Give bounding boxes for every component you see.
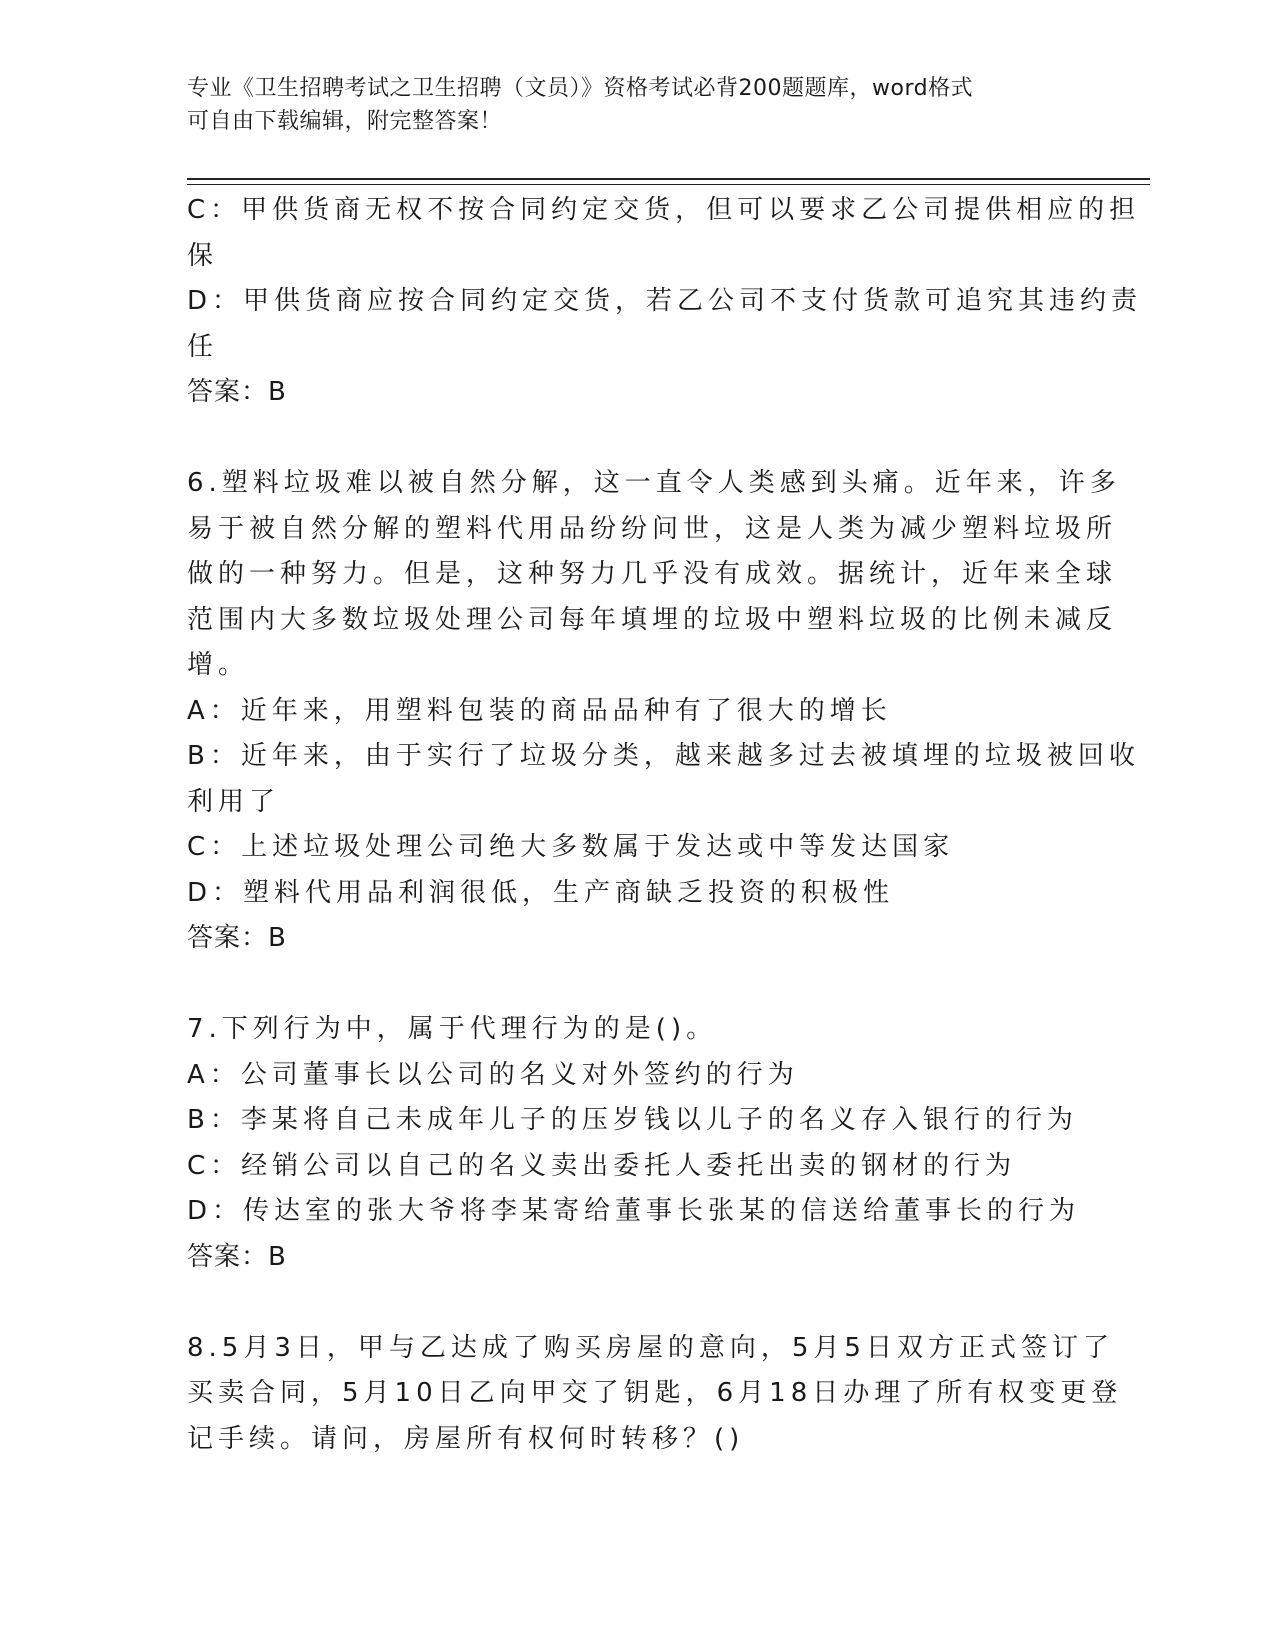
option-c-line-1: C：甲供货商无权不按合同约定交货，但可以要求乙公司提供相应的担 [187,195,1141,225]
question-stem-line-4: 范围内大多数垃圾处理公司每年填埋的垃圾中塑料垃圾的比例未减反 [187,604,1118,635]
answer-line: 答案：B [187,1241,287,1272]
question-6 [187,461,1140,962]
question-8 [187,1326,1123,1463]
option-d: D：塑料代用品利润很低，生产商缺乏投资的积极性 [187,877,895,908]
option-d-line-2: 任 [187,331,219,362]
option-c: C：经销公司以自己的名义卖出委托人委托出卖的钢材的行为 [187,1150,1017,1181]
option-c: C：上述垃圾处理公司绝大多数属于发达或中等发达国家 [187,832,955,862]
question-stem-line-5: 增。 [187,650,250,680]
question-5-continued [187,188,1143,416]
question-stem-line-3: 记手续。请问，房屋所有权何时转移？() [187,1423,745,1454]
option-d: D：传达室的张大爷将李某寄给董事长张某的信送给董事长的行为 [187,1196,1081,1226]
option-d-line-1: D：甲供货商应按合同约定交货，若乙公司不支付货款可追究其违约责 [187,286,1143,316]
question-stem-line-1: 6.塑料垃圾难以被自然分解，这一直令人类感到头痛。近年来，许多 [187,468,1121,498]
option-c-line-2: 保 [187,240,219,271]
header-divider-thick [187,178,1150,180]
question-stem: 7.下列行为中，属于代理行为的是()。 [187,1014,718,1044]
document-header [187,72,1087,138]
header-title-line-2: 可自由下载编辑，附完整答案！ [187,109,503,134]
spacer [187,416,1087,462]
question-7 [187,1007,1087,1280]
option-b: B：李某将自己未成年儿子的压岁钱以儿子的名义存入银行的行为 [187,1105,1078,1135]
spacer [187,962,1087,1008]
spacer [187,1280,1087,1326]
answer-line: 答案：B [187,923,287,953]
question-stem-line-1: 8.5月3日，甲与乙达成了购买房屋的意向，5月5日双方正式签订了 [187,1332,1114,1363]
header-title-line-1: 专业《卫生招聘考试之卫生招聘（文员）》资格考试必背200题题库，word格式 [187,76,974,101]
option-b-line-2: 利用了 [187,786,281,817]
header-divider-thin [187,184,1150,185]
option-b-line-1: B：近年来，由于实行了垃圾分类，越来越多过去被填埋的垃圾被回收 [187,741,1140,771]
option-a: A：近年来，用塑料包装的商品品种有了很大的增长 [187,695,892,726]
question-stem-line-3: 做的一种努力。但是，这种努力几乎没有成效。据统计，近年来全球 [187,559,1118,589]
document-body [187,188,1143,1462]
question-stem-line-2: 买卖合同，5月10日乙向甲交了钥匙，6月18日办理了所有权变更登 [187,1378,1123,1408]
question-stem-line-2: 易于被自然分解的塑料代用品纷纷问世，这是人类为减少塑料垃圾所 [187,513,1118,544]
answer-line: 答案：B [187,377,287,407]
option-a: A：公司董事长以公司的名义对外签约的行为 [187,1059,799,1090]
